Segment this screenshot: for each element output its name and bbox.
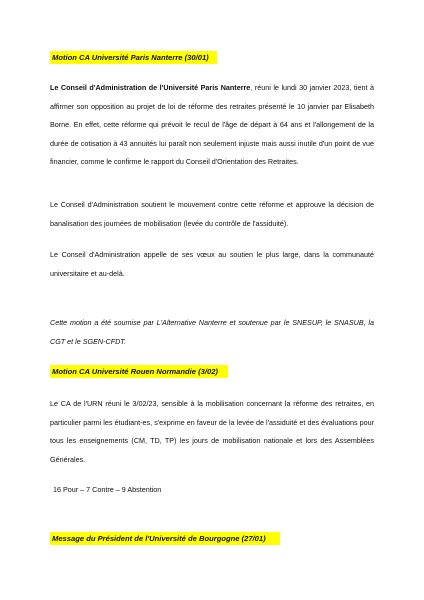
paragraph-bold-lead: Le Conseil d'Administration de l'Université Paris Nanterre — [50, 83, 251, 92]
vote-result: 16 Pour – 7 Contre – 9 Abstention — [53, 485, 162, 494]
paragraph-rouen-motion: Le CA de l'URN réuni le 3/02/23, sensible à la mobilisation concernant la réforme des retraites, en particulier parmi les étudiant-es, s'exprime en faveur de la levée de l'assiduité et des évaluations pour tous les enseignements (CM, TD, TP) les jours de mobilisation nationale et lors des Assemblées Générales. — [50, 399, 374, 464]
motion-note: Cette motion a été soumise par L'Alternative Nanterre et soutenue par le SNESUP, le SNASUB, la CGT et le SGEN-CFDT. — [50, 318, 374, 346]
section-heading-rouen-normandie: Motion CA Université Rouen Normandie (3/02) — [50, 365, 228, 378]
paragraph-body: , réuni le lundi 30 janvier 2023, tient à affirmer son opposition au projet de loi de réforme des retraites présenté le 10 janvier par Elisabeth Borne. En effet, cette réforme qui prévoit le recul de l'âge de départ à 64 ans et l'allongement de la durée de cotisation à 43 annuités lui paraît non seulement injuste mais aussi inutile d'un point de vue financier, comme le confirme le rapport du Conseil d'Orientation des Retraites. — [50, 83, 374, 166]
paragraph-nanterre-appeal: Le Conseil d'Administration appelle de ses vœux au soutien le plus large, dans la communauté universitaire et au-delà. — [50, 250, 374, 278]
paragraph-nanterre-support: Le Conseil d'Administration soutient le mouvement contre cette réforme et approuve la décision de banalisation des journées de mobilisation (levée du contrôle de l'assiduité). — [50, 200, 374, 228]
section-heading-bourgogne: Message du Président de l'Université de Bourgogne (27/01) — [50, 532, 280, 545]
paragraph-nanterre-opposition — [50, 79, 374, 172]
section-heading-paris-nanterre: Motion CA Université Paris Nanterre (30/01) — [50, 51, 217, 64]
